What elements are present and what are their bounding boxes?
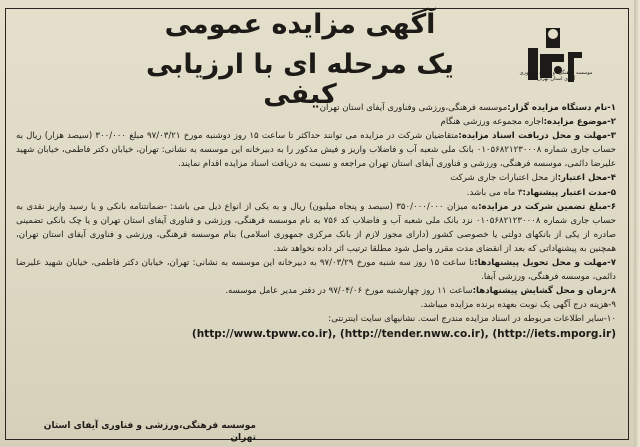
item-text: ۹-هزینه درج آگهی یک نوبت بعهده برنده مزایده میباشد.: [420, 300, 616, 311]
item-9: [16, 298, 616, 312]
item-text: تا ساعت ۱۵ روز سه شنبه مورخ ۹۷/۰۳/۲۹ به دبیرخانه این موسسه به نشانی: تهران، خیابان دکتر فاطمی، خیابان شهید علیرضا دائمی، موسسه فرهنگی، ورزشی آیفا.: [16, 258, 616, 283]
item-8: [16, 284, 616, 298]
ad-title: آگهی مزایده عمومی: [164, 9, 436, 40]
item-text: به میزان ۳۵۰/۰۰۰/۰۰۰ (سیصد و پنجاه میلیون) ریال و به یکی از انواع ذیل می باشد: -ضمانتنامه بانکی و یا رسید واریز نقدی به حساب جاری شماره ۰۱۰۵۶۸۲۱۲۳۰۰۰۸ نزد بانک ملی شعبه آب و فاضلاب کد ۷۵۶ به نام موسسه فرهنگی، ورزشی و فناوری آیفای استان تهران و یا چک بانکی تضمینی صادره از یکی از بانکهای دولتی یا خصوصی کشور (دارای مجوز لازم از بانک مرکزی جمهوری اسلامی) بنام موسسه فرهنگی، ورزشی و فناوری آیفای استان تهران، همچنین به پیشنهاداتی که بعد از انقضای مدت مقرر واصل شود مطلقا ترتیب اثر داده نخواهد شد.: [16, 201, 616, 254]
item-10: [16, 312, 616, 326]
websites-line: [16, 327, 616, 342]
item-label: ۵-مدت اعتبار پیشنهاد:: [522, 187, 616, 198]
item-text: از محل اعتبارات جاری شرکت: [450, 173, 558, 184]
item-label: ۸-زمان و محل گشایش پیشنهادها:: [472, 286, 616, 297]
item-text: موسسه فرهنگی،ورزشی وفناوری آیفای استان تهران: [319, 103, 508, 113]
item-label: ۶-مبلغ تضمین شرکت در مزایده:: [478, 201, 616, 212]
website-links[interactable]: (http://www.tpww.co.ir), (http://tender.nww.co.ir), (http://iets.mporg.ir): [191, 327, 616, 340]
item-6: [16, 200, 616, 256]
item-label: ۴-محل اعتبار:: [557, 173, 616, 184]
item-text: ۱۰-سایر اطلاعات مربوطه در اسناد مزایده مندرج است. نشانیهای سایت اینترنتی:: [328, 314, 616, 325]
logo-caption-line1: موسسه فرهنگی، ورزشی و فناوری: [519, 70, 593, 76]
item-text: ۳ ماه می باشد.: [466, 187, 523, 198]
item-text: ساعت ۱۱ روز چهارشنبه مورخ ۹۷/۰۴/۰۶ در دفتر مدیر عامل موسسه.: [225, 286, 473, 297]
item-3: [16, 129, 616, 171]
org-logo-caption: [508, 70, 604, 82]
paper-edge: [634, 0, 640, 447]
item-4: [16, 171, 616, 185]
item-text: اجاره مجموعه ورزشی هنگام: [440, 117, 544, 128]
ad-subtitle: یک مرحله ای با ارزیابی کیفی: [145, 49, 455, 110]
item-5: [16, 186, 616, 200]
item-label: ۷-مهلت و محل تحویل پیشنهادها:: [474, 258, 617, 269]
item-label: ۲-موضوع مزایده:: [543, 117, 616, 128]
ad-body: [16, 101, 616, 342]
item-1: [16, 101, 616, 115]
signature: موسسه فرهنگی،ورزشی و فناوری آیفای استان تهران: [43, 421, 256, 443]
item-text: متقاضیان شرکت در مزایده می توانند حداکثر تا ساعت ۱۵ روز دوشنبه مورخ ۹۷/۰۳/۲۱ مبلغ ۳۰۰/۰۰۰ (سیصد هزار) ریال به حساب جاری شماره ۰۱۰۵۶۸۲۱۲۳۰۰۰۸ بانک ملی شعبه آب و فاضلاب واریز و فیش مذکور را به دبیرخانه این موسسه به نشانی: تهران، خیابان دکتر فاطمی، خیابان شهید علیرضا دائمی، موسسه فرهنگی، ورزشی و فناوری آیفای استان تهران مراجعه و نسبت به دریافت اسناد مزایده اقدام نمایند.: [16, 131, 616, 170]
logo-caption-line2: آیفای استان تهران: [537, 76, 575, 82]
item-7: [16, 256, 616, 284]
item-label: ۳-مهلت و محل دریافت اسناد مزایده:: [458, 131, 616, 142]
item-label: ۱-نام دستگاه مزایده گزار:: [507, 103, 616, 113]
item-2: [16, 115, 616, 129]
